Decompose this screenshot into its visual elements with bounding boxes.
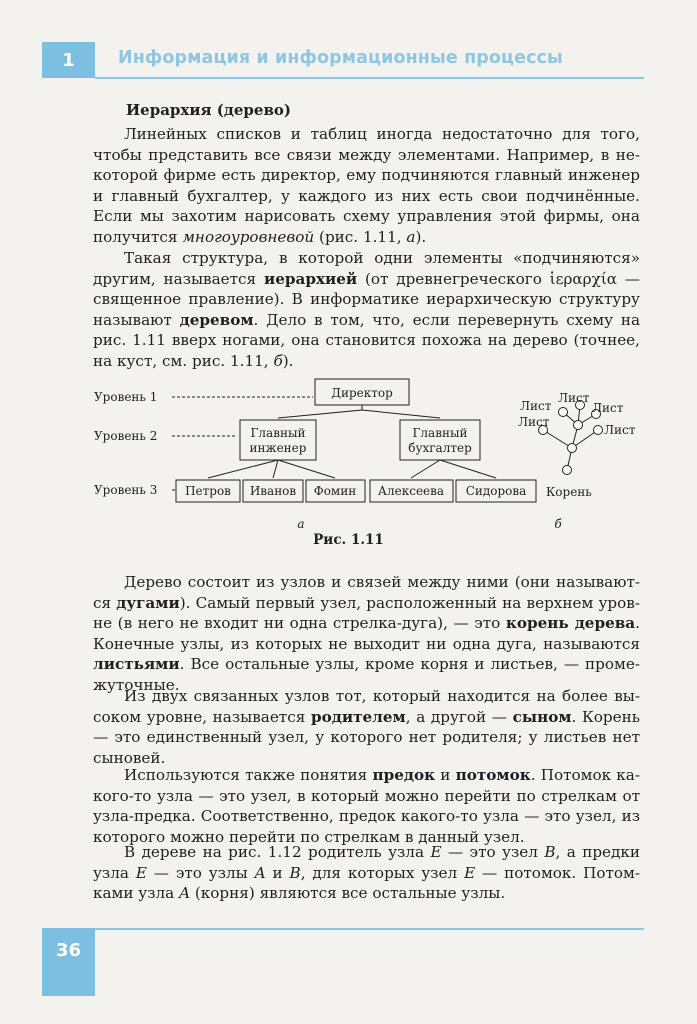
figure-caption: Рис. 1.11 <box>313 532 384 548</box>
subfigure-b-label: б <box>554 517 562 530</box>
subfigure-a-label: а <box>297 517 305 530</box>
footer-rule <box>95 928 644 930</box>
node-sidorova: Сидорова <box>465 484 527 498</box>
tree-node <box>574 421 583 430</box>
edge-director-accountant <box>362 405 440 418</box>
leaf-label: Лист <box>592 401 624 415</box>
node-chief-engineer-line1: Главный <box>250 426 306 440</box>
node-director: Директор <box>331 386 393 400</box>
edge-accountant-alekseeva <box>411 460 440 478</box>
chapter-title: Информация и информационные процессы <box>118 48 563 68</box>
chapter-number-box <box>42 42 95 78</box>
paragraph-4: Из двух связанных узлов тот, который находится на более высоком уровне, называется родителем, а другой — сыном. Корень — это единственный узел, у которого нет родителя; у листьев нет сыновей. <box>93 687 640 767</box>
paragraph-1: Линейных списков и таблиц иногда недостаточно для того, чтобы представить все связи между элементами. Например, в некоторой фирме есть директор, ему подчиняются главный инженер и главный бухгалтер, у каждого из них есть свои подчинённые. Если мы захотим нарисовать схему управления этой фирмы, она получится многоуровневой (рис. 1.11, а). <box>93 125 640 246</box>
paragraph-6: В дереве на рис. 1.12 родитель узла E — это узел B, а предки узла E — это узлы A и B, для которых узел E — потомок. Потомками узла A (корня) являются все остальные узлы. <box>93 843 641 903</box>
paragraph-2: Такая структура, в которой одни элементы «подчиняются» другим, называется иерархией (от древнегреческого ἱεραρχία — священное правление). В информатике иерархическую структуру называют деревом. Дело в том, что, если перевернуть схему на рис. 1.11 вверх ногами, она становится похожа на дерево (точнее, на куст, см. рис. 1.11, б). <box>93 249 640 370</box>
root-label: Корень <box>546 485 592 499</box>
level-label-1: Уровень 1 <box>94 390 158 404</box>
node-alekseeva: Алексеева <box>377 484 445 498</box>
edge-director-engineer <box>278 405 362 418</box>
node-petrov: Петров <box>185 484 231 498</box>
section-title: Иерархия (дерево) <box>126 101 291 119</box>
edge-engineer-petrov <box>208 460 278 478</box>
edge-accountant-sidorova <box>440 460 496 478</box>
tree-node <box>568 444 577 453</box>
level-label-3: Уровень 3 <box>94 483 158 497</box>
edge-engineer-fomin <box>278 460 335 478</box>
header-rule <box>95 77 644 79</box>
node-chief-engineer-line2: инженер <box>249 441 307 455</box>
leaf-label: Лист <box>518 415 550 429</box>
page-number: 36 <box>55 940 82 961</box>
node-chief-accountant-line2: бухгалтер <box>408 441 472 455</box>
paragraph-3: Дерево состоит из узлов и связей между ними (они называются дугами). Самый первый узел, расположенный на верхнем уровне (в него не входит ни одна стрелка-дуга), — это корень дерева. Конечные узлы, из которых не выходит ни одна дуга, называются листьями. Все остальные узлы, кроме корня и листьев, — промежуточные. <box>93 573 640 694</box>
leaf-label: Лист <box>604 423 636 437</box>
level-label-2: Уровень 2 <box>94 429 158 443</box>
node-fomin: Фомин <box>313 484 357 498</box>
leaf-label: Лист <box>520 399 552 413</box>
leaf-label: Лист <box>558 391 590 405</box>
node-chief-accountant-line1: Главный <box>412 426 468 440</box>
hierarchy-figure <box>80 370 660 530</box>
page-number-box <box>42 928 95 996</box>
tree-leaf <box>594 426 603 435</box>
tree-leaf <box>559 408 568 417</box>
tree-node-root <box>563 466 572 475</box>
edge-engineer-ivanov <box>273 460 278 478</box>
node-ivanov: Иванов <box>249 484 297 498</box>
chapter-number: 1 <box>62 49 75 71</box>
paragraph-5: Используются также понятия предок и потомок. Потомок какого-то узла — это узел, в который можно перейти по стрелкам от узла-предка. Соответственно, предок какого-то узла — это узел, из которого можно перейти по стрелкам в данный узел. <box>93 766 640 846</box>
